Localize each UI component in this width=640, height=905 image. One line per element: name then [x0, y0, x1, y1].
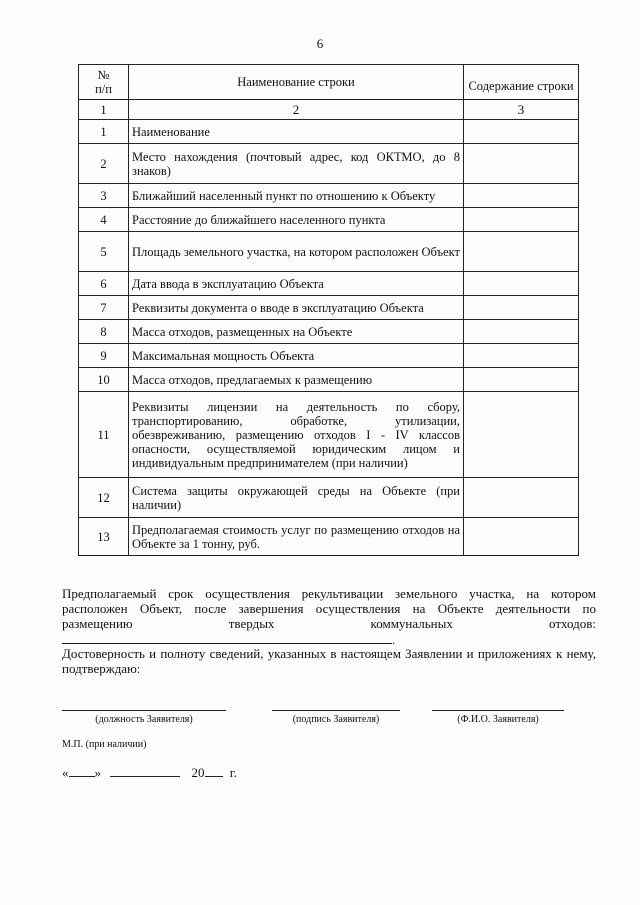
row-number: 8 [79, 320, 129, 344]
row-value[interactable] [464, 478, 579, 518]
signature-line[interactable] [272, 710, 400, 711]
table-row [79, 296, 579, 320]
row-number: 13 [79, 518, 129, 556]
row-value[interactable] [464, 272, 579, 296]
date-open-quote: « [62, 765, 69, 780]
table-row [79, 368, 579, 392]
row-number: 7 [79, 296, 129, 320]
full-name-label: (Ф.И.О. Заявителя) [457, 714, 539, 725]
table-row [79, 184, 579, 208]
row-value[interactable] [464, 208, 579, 232]
full-name-signature-line[interactable] [432, 710, 564, 711]
column-index: 2 [129, 100, 464, 120]
date-year-prefix: 20 [191, 765, 205, 780]
row-name: Площадь земельного участка, на котором расположен Объект [129, 232, 464, 272]
header-name: Наименование строки [129, 65, 464, 100]
date-month-field[interactable] [110, 764, 180, 777]
header-num-label: № п/п [95, 68, 112, 96]
recultivation-date-field[interactable] [62, 631, 392, 644]
row-name: Масса отходов, размещенных на Объекте [129, 320, 464, 344]
row-number: 1 [79, 120, 129, 144]
table-row [79, 232, 579, 272]
date-year-field[interactable] [205, 764, 223, 777]
row-value[interactable] [464, 120, 579, 144]
row-number: 2 [79, 144, 129, 184]
recultivation-end: . [392, 632, 396, 647]
page-number: 6 [316, 36, 324, 51]
header-content: Содержание строки [464, 65, 579, 100]
row-name: Наименование [129, 120, 464, 144]
stamp-placeholder: М.П. (при наличии) [62, 739, 147, 750]
row-value[interactable] [464, 232, 579, 272]
confirmation-paragraph: Достоверность и полноту сведений, указанных в настоящем Заявлении и приложениях к нему, подтверждаю: [62, 646, 596, 676]
row-name: Реквизиты лицензии на деятельность по сбору, транспортированию, обработке, утилизации, обезвреживанию, размещению отходов I - IV классов опасности, осуществляемой юридическим лицом и индивидуальным предпринимателем (при наличии) [129, 392, 464, 478]
row-number: 10 [79, 368, 129, 392]
table-header-row [79, 65, 579, 100]
date-line [62, 764, 237, 781]
date-year-suffix: г. [229, 765, 237, 780]
row-name: Масса отходов, предлагаемых к размещению [129, 368, 464, 392]
object-info-table [78, 64, 579, 556]
signature-label: (подпись Заявителя) [292, 714, 380, 725]
row-value[interactable] [464, 518, 579, 556]
position-signature-line[interactable] [62, 710, 226, 711]
date-day-field[interactable] [69, 764, 95, 777]
row-number: 11 [79, 392, 129, 478]
row-value[interactable] [464, 296, 579, 320]
column-index: 3 [464, 100, 579, 120]
header-num [79, 65, 129, 100]
row-value[interactable] [464, 320, 579, 344]
date-close-quote: » [94, 765, 101, 780]
row-name: Место нахождения (почтовый адрес, код ОКТМО, до 8 знаков) [129, 144, 464, 184]
row-number: 12 [79, 478, 129, 518]
row-name: Расстояние до ближайшего населенного пункта [129, 208, 464, 232]
table-row [79, 120, 579, 144]
row-number: 5 [79, 232, 129, 272]
table-row [79, 478, 579, 518]
row-value[interactable] [464, 184, 579, 208]
row-name: Максимальная мощность Объекта [129, 344, 464, 368]
row-value[interactable] [464, 368, 579, 392]
row-number: 4 [79, 208, 129, 232]
row-name: Предполагаемая стоимость услуг по размещению отходов на Объекте за 1 тонну, руб. [129, 518, 464, 556]
row-name: Система защиты окружающей среды на Объекте (при наличии) [129, 478, 464, 518]
row-number: 3 [79, 184, 129, 208]
row-number: 6 [79, 272, 129, 296]
recultivation-text: Предполагаемый срок осуществления рекультивации земельного участка, на котором расположен Объект, после завершения осуществления на Объекте деятельности по размещению твердых коммунальных отходов: [62, 586, 596, 631]
table-row [79, 144, 579, 184]
row-value[interactable] [464, 344, 579, 368]
column-index: 1 [79, 100, 129, 120]
recultivation-paragraph [62, 586, 596, 647]
row-name: Дата ввода в эксплуатацию Объекта [129, 272, 464, 296]
table-row [79, 392, 579, 478]
row-number: 9 [79, 344, 129, 368]
table-row [79, 208, 579, 232]
row-name: Реквизиты документа о вводе в эксплуатацию Объекта [129, 296, 464, 320]
table-row [79, 320, 579, 344]
row-value[interactable] [464, 144, 579, 184]
column-index-row [79, 100, 579, 120]
table-row [79, 518, 579, 556]
position-label: (должность Заявителя) [95, 714, 193, 725]
table-row [79, 272, 579, 296]
row-value[interactable] [464, 392, 579, 478]
row-name: Ближайший населенный пункт по отношению к Объекту [129, 184, 464, 208]
table-row [79, 344, 579, 368]
